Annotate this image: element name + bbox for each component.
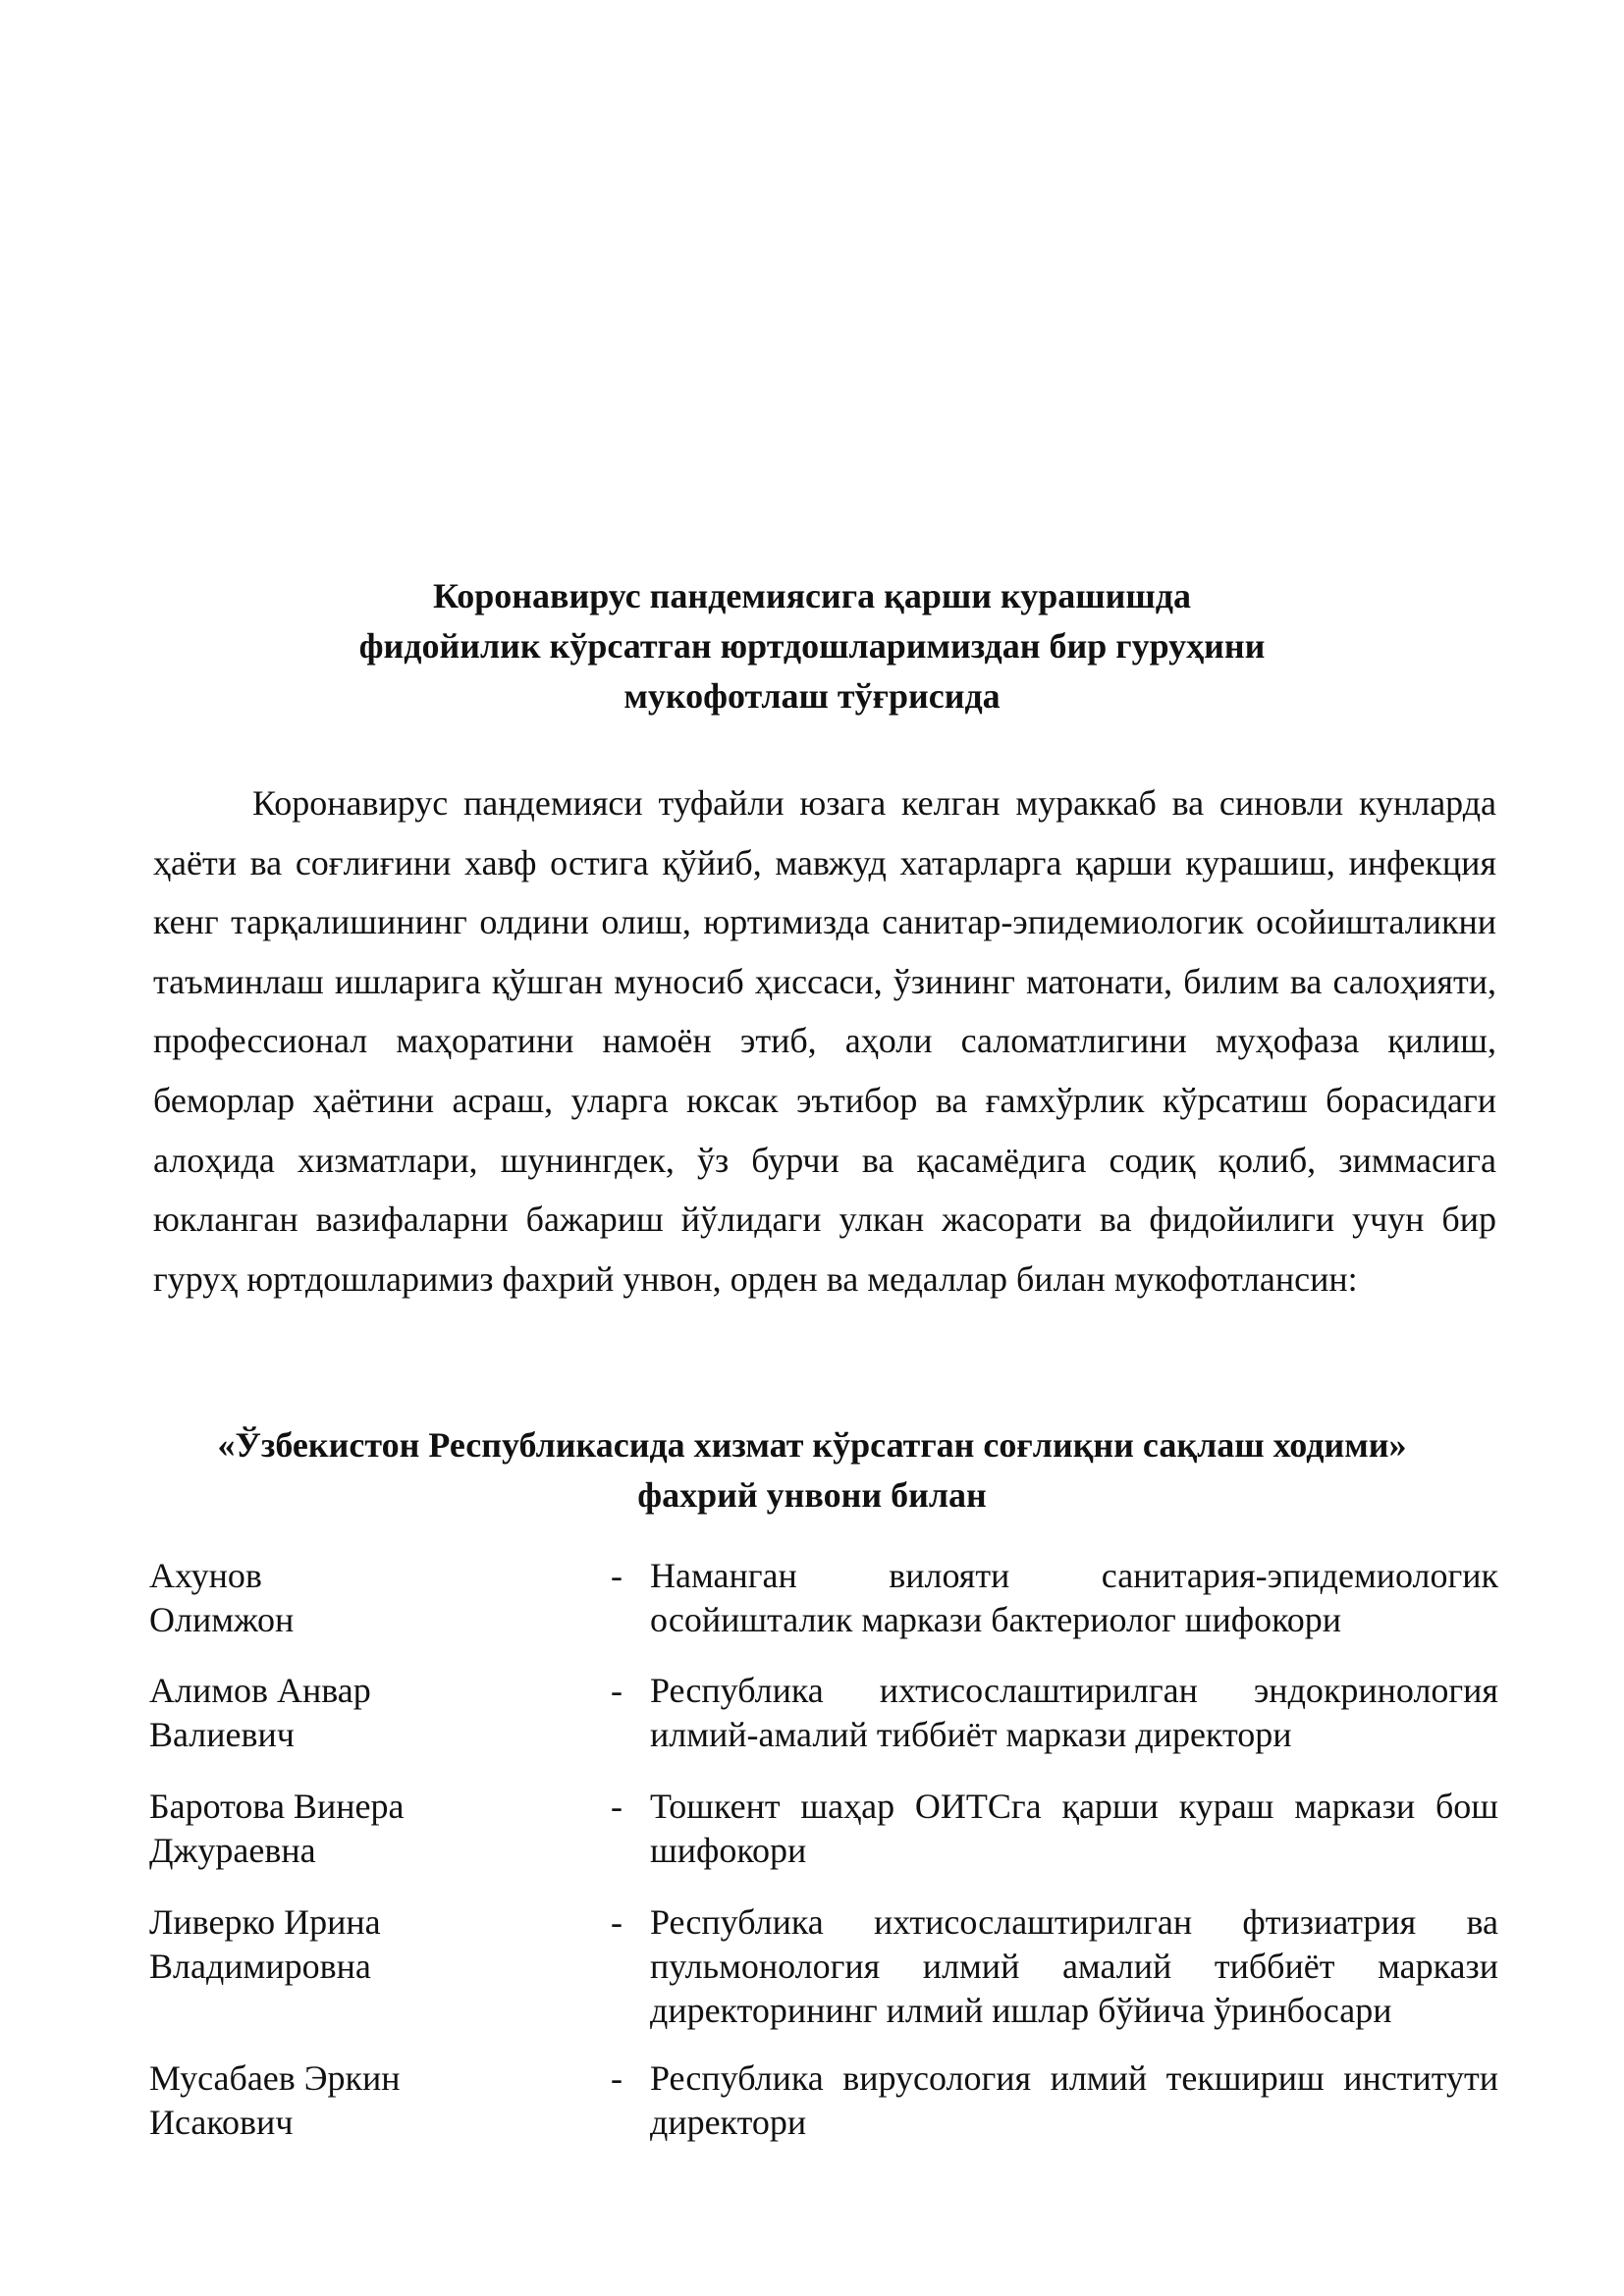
section-heading-line-2: фахрий унвони билан [637, 1475, 987, 1515]
awardee-description: Республика ихтисослаштирилган фтизиатрия ва пульмонология илмий амалий тиббиёт маркази директорининг илмий ишлар бўйича ўринбосари [650, 1902, 1498, 2030]
awardee-dash: - [611, 1902, 623, 1942]
decree-paragraph: Коронавирус пандемияси туфайли юзага келган мураккаб ва синовли кунларда ҳаёти ва соғлиғини хавф остига қўйиб, мавжуд хатарларга қарши курашиш, инфекция кенг тарқалишининг олдини олиш, юртимизда санитар-эпидемиологик осойишталикни таъминлаш ишларига қўшган муносиб ҳиссаси, ўзининг матонати, билим ва салоҳияти, профессионал маҳоратини намоён этиб, аҳоли саломатлигини муҳофаза қилиш, беморлар ҳаётини асраш, уларга юксак эътибор ва ғамхўрлик кўрсатиш борасидаги алоҳида хизматлари, шунингдек, ўз бурчи ва қасамёдига содиқ қолиб, зиммасига юкланган вазифаларни бажариш йўлидаги улкан жасорати ва фидойилиги учун бир гуруҳ юртдошларимиз фахрий унвон, орден ва медаллар билан мукофотлансин: [153, 783, 1496, 1299]
awardee-name-line-1: Ливерко Ирина [149, 1902, 381, 1942]
awardee-name-line-2: Исакович [149, 2103, 294, 2142]
awardee-dash: - [611, 2058, 623, 2098]
awardee-name-line-2: Олимжон [149, 1600, 295, 1639]
section-heading-line-1: «Ўзбекистон Республикасида хизмат кўрсатган соғлиқни сақлаш ходими» [217, 1425, 1407, 1465]
awardee-name [149, 2056, 562, 2145]
awardee-name-line-1: Алимов Анвар [149, 1671, 371, 1710]
awardee-dash: - [611, 1556, 623, 1595]
awardee-dash: - [611, 1787, 623, 1826]
award-section-heading [0, 1420, 1624, 1521]
awardee-name-line-1: Баротова Винера [149, 1787, 405, 1826]
awardee-description: Наманган вилояти санитария-эпидемиологик осойишталик маркази бактериолог шифокори [650, 1556, 1498, 1639]
awardee-row [149, 2056, 1498, 2164]
title-line-2: фидойилик кўрсатган юртдошларимиздан бир гуруҳини [358, 626, 1266, 666]
awardee-dash: - [611, 1671, 623, 1710]
document-title [0, 571, 1624, 721]
awardee-row [149, 1900, 1498, 2048]
awardee-description: Тошкент шаҳар ОИТСга қарши кураш маркази бош шифокори [650, 1787, 1498, 1870]
awardee-name-line-2: Владимировна [149, 1947, 371, 1986]
awardee-name [149, 1669, 562, 1757]
awardee-name-line-2: Джураевна [149, 1831, 316, 1870]
awardee-row [149, 1785, 1498, 1893]
awardee-row [149, 1669, 1498, 1777]
awardee-name [149, 1554, 562, 1642]
awardee-description: Республика ихтисослаштирилган эндокринология илмий-амалий тиббиёт маркази директори [650, 1671, 1498, 1754]
title-line-3: мукофотлаш тўғрисида [623, 676, 1001, 716]
awardee-name-line-1: Ахунов [149, 1556, 262, 1595]
awardee-name-line-2: Валиевич [149, 1715, 295, 1754]
awardee-row [149, 1554, 1498, 1662]
awardee-name-line-1: Мусабаев Эркин [149, 2058, 401, 2098]
awardee-description: Республика вирусология илмий текшириш институти директори [650, 2058, 1498, 2142]
awardee-name [149, 1785, 562, 1873]
title-line-1: Коронавирус пандемиясига қарши курашишда [432, 576, 1192, 615]
awardee-name [149, 1900, 562, 1989]
